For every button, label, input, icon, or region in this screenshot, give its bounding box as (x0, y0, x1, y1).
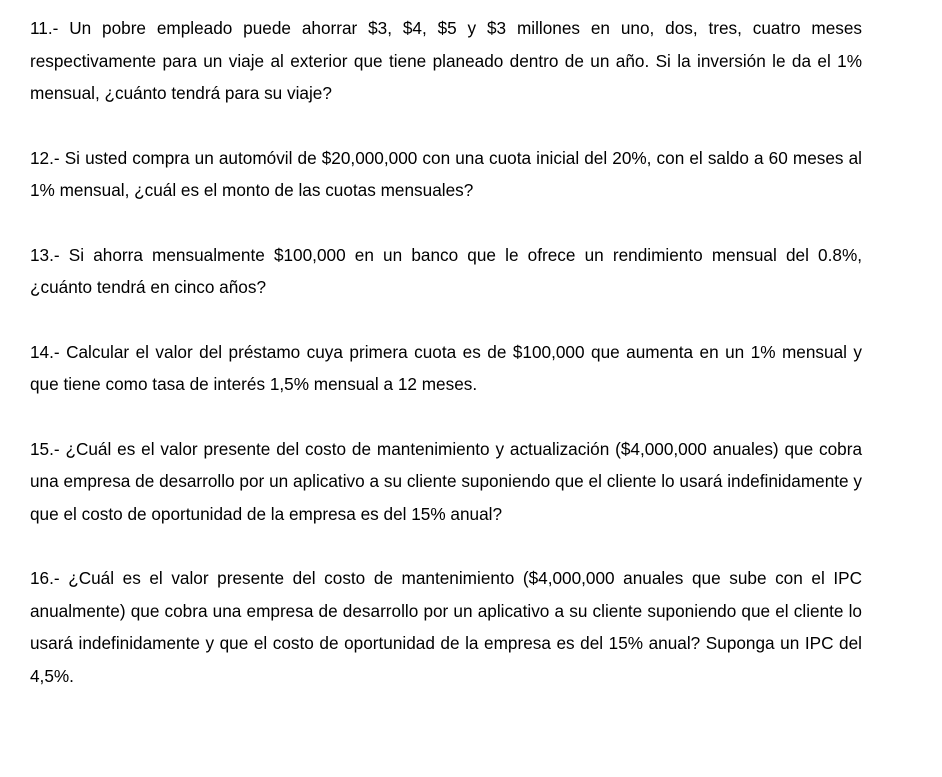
problem-13: 13.- Si ahorra mensualmente $100,000 en un banco que le ofrece un rendimiento mensual del 0.8%, ¿cuánto tendrá en cinco años? (30, 244, 862, 297)
problem-16: 16.- ¿Cuál es el valor presente del costo de mantenimiento ($4,000,000 anuales que sube con el IPC anualmente) que cobra una empresa de desarrollo por un aplicativo a su cliente suponiendo que el cliente lo usará indefinidamente y que el costo de oportunidad de la empresa es del 15% anual? Suponga un IPC del 4,5%. (30, 568, 862, 686)
problem-15: 15.- ¿Cuál es el valor presente del costo de mantenimiento y actualización ($4,000,000 anuales) que cobra una empresa de desarrollo por un aplicativo a su cliente suponiendo que el cliente lo usará indefinidamente y que el costo de oportunidad de la empresa es del 15% anual? (30, 438, 862, 524)
problem-14: 14.- Calcular el valor del préstamo cuya primera cuota es de $100,000 que aumenta en un 1% mensual y que tiene como tasa de interés 1,5% mensual a 12 meses. (30, 341, 862, 394)
problem-11: 11.- Un pobre empleado puede ahorrar $3, $4, $5 y $3 millones en uno, dos, tres, cuatro meses respectivamente para un viaje al exterior que tiene planeado dentro de un año. Si la inversión le da el 1% mensual, ¿cuánto tendrá para su viaje? (30, 18, 862, 103)
problem-12: 12.- Si usted compra un automóvil de $20,000,000 con una cuota inicial del 20%, con el saldo a 60 meses al 1% mensual, ¿cuál es el monto de las cuotas mensuales? (30, 147, 862, 200)
document-page (30, 12, 862, 692)
